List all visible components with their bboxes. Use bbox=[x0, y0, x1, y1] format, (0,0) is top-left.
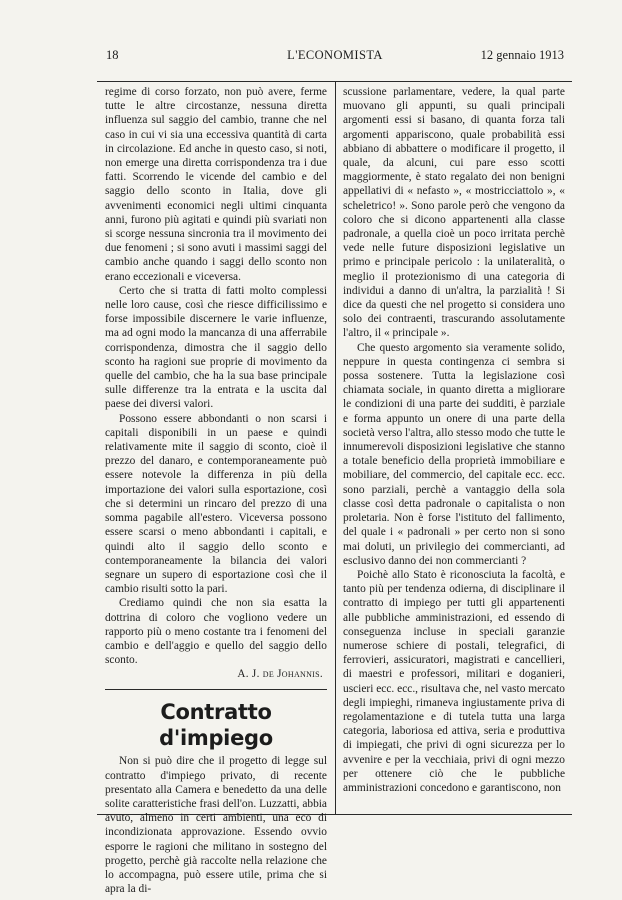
paragraph: Certo che si tratta di fatti molto complessi nelle loro cause, così che riesce difficilissimo e forse impossibile discernere le varie influenze, ma ad ogni modo la mancanza di una afferrabile corrispondenza, dimostra che il saggio dello sconto ha ragioni sue proprie di movimento da quelle del cambio, che ha la sua base principale sulle differenze tra la entrata e la uscita dal paese dei diversi valori. bbox=[105, 284, 327, 411]
article-heading: Contratto d'impiego bbox=[159, 700, 273, 751]
article-separator bbox=[105, 689, 327, 690]
paragraph: Possono essere abbondanti o non scarsi i capitali disponibili in un paese e quindi relativamente mite il saggio di sconto, cioè il prezzo del danaro, e contemporaneamente può essere notevole la differenza in più della importazione dei valori sulla esportazione, così che si determini un rincaro del prezzo di una somma pagabile all'estero. Viceversa possono essere scarsi o meno abbondanti i capitali, e quindi alto il saggio dello sconto e contemporaneamente la bilancia dei valori segnare un supero di esportazione così che il cambio risulti sotto la pari. bbox=[105, 412, 327, 596]
author-signature bbox=[105, 667, 327, 681]
left-column bbox=[105, 85, 327, 896]
page-number: 18 bbox=[106, 48, 119, 62]
page-header bbox=[106, 47, 564, 65]
paragraph: regime di corso forzato, non può avere, ferme tutte le altre circostanze, nessuna diretta influenza sul saggio del cambio, tranne che nel caso in cui vi sia una eccessiva quantità di carta in circolazione. Ed anche in questo caso, si noti, non emerge una diretta corrispondenza tra i due fatti. Scorrendo le vicende del cambio e del saggio dello sconto in Italia, dove gli avvenimenti economici negli ultimi cinquanta anni, furono più agitati e quindi più svariati non si scorge nessuna sincronia tra il movimento dei due fenomeni ; si sono avuti i massimi saggi del cambio anche quando i saggi dello sconto non erano eccezionali e viceversa. bbox=[105, 86, 327, 283]
paragraph: scussione parlamentare, vedere, la qual parte muovano gli appunti, su quali principali argomenti essi si basano, di quanta forza tali argomenti appariscono, quale probabilità essi abbiano di abbattere o modificare il progetto, il quale, da alcuni, cui pare esso scotti maggiormente, è stato regalato dei non benigni appellativi di « nefasto », « mostricciattolo », « scheletrico! ». Sono parole però che vengono da coloro che si dicono appartenenti alla classe padronale, a quella cioè un poco irritata perchè vede nelle future disposizioni legislative un primo e principale pericolo : la unilateralità, o meglio il protezionismo di una categoria di individui a danno di un'altra, la parzialità ! Si dice da questi che nel progetto si considera uno solo dei contraenti, trascurando assolutamente l'altro, il « principale ». bbox=[343, 86, 565, 340]
issue-date: 12 gennaio 1913 bbox=[480, 48, 564, 62]
paragraph: Crediamo quindi che non sia esatta la dottrina di coloro che vogliono vedere un rapporto più o meno costante tra i fenomeni del cambio e dell'aggio e quello del saggio dello sconto. bbox=[105, 597, 327, 667]
article-paragraph: Non si può dire che il progetto di legge sul contratto d'impiego privato, di recente presentato alla Camera e benedetto da una delle solite caratteristiche frasi dell'on. Luzzatti, abbia avuto, almeno in certi ambienti, una eco di incondizionata approvazione. Essendo ovvio esporre le ragioni che militano in sostegno del progetto, perchè già raccolte nella relazione che lo accompagna, può essere utile, prima che si apra la di- bbox=[105, 755, 327, 896]
column-divider bbox=[335, 81, 336, 814]
right-column bbox=[343, 85, 565, 795]
publication-title: L'ECONOMISTA bbox=[287, 48, 383, 62]
signature-name: de Johannis. bbox=[262, 668, 323, 681]
paragraph: Poichè allo Stato è riconosciuta la facoltà, e tanto più per tendenza odierna, di disciplinare il contratto di impiego per tutti gli appartenenti alle pubbliche amministrazioni, ed essendo di conseguenza incluse in speciali garanzie numerose schiere di postali, telegrafici, di ferrovieri, assicuratori, magistrati e cancellieri, di maestri e professori, militari e doganieri, uscieri ecc. ecc., risultava che, nel vasto mercato degli impieghi, rimaneva ingiustamente priva di regolamentazione e di tutela tutta una larga categoria, laboriosa ed attiva, seria e produttiva di impiegati, che privi di ogni sicurezza per lo avvenire e per la vecchiaia, privi di ogni mezzo per ottenere ciò che le pubbliche amministrazioni concedono e garantiscono, non bbox=[343, 568, 565, 794]
signature-initials: A. J. bbox=[237, 668, 260, 681]
paragraph: Che questo argomento sia veramente solido, neppure in questa contingenza ci sembra si possa sostenere. Tutta la legislazione così chiamata sociale, in quanto diretta a migliorare le condizioni di una parte dei sudditi, è parziale e forma appunto un onere di una parte della società verso l'altra, allo stesso modo che tutte le innumerevoli disposizioni legislative che stanno a totale beneficio della proprietà immobiliare e mobiliare, del commercio, del capitale ecc. ecc. sono parziali, perchè a vantaggio della sola classe così detta padronale o capitalista o non proletaria. Non è forse l'istituto del fallimento, del quale i « padronali » per certo non si sono mai doluti, un privilegio dei commercianti, ad esclusivo danno dei non commercianti ? bbox=[343, 341, 565, 567]
